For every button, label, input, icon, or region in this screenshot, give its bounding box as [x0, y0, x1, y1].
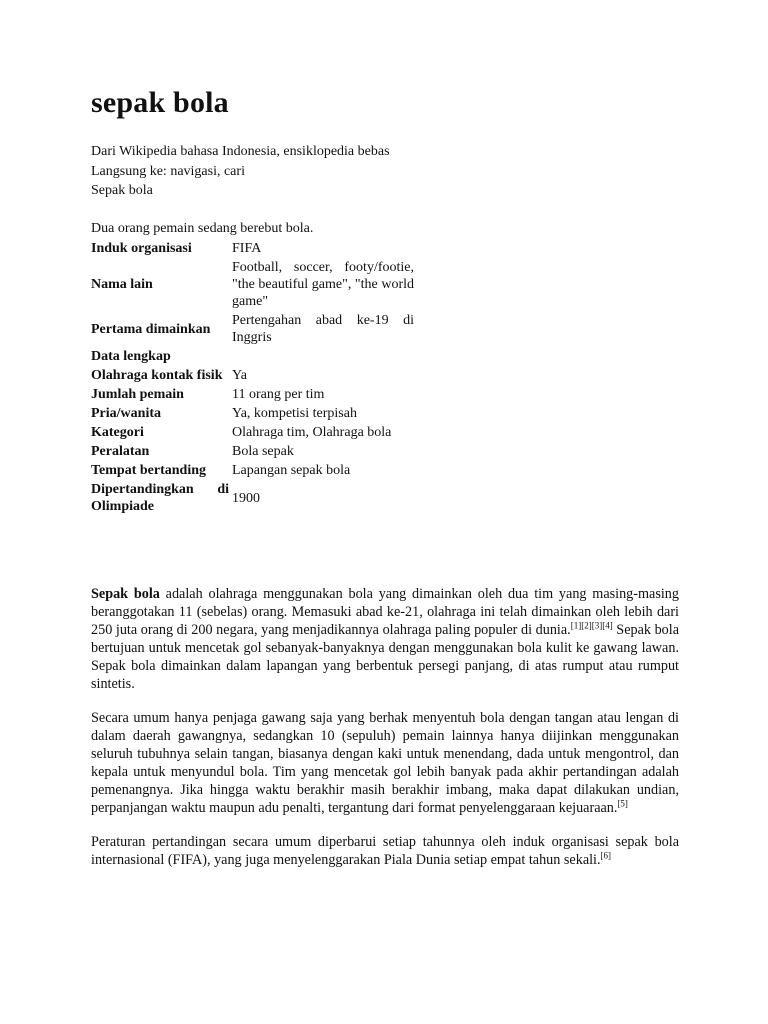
- infobox-value: Olahraga tim, Olahraga bola: [232, 425, 392, 440]
- image-label: Sepak bola: [91, 183, 153, 198]
- infobox-key: Kategori: [91, 425, 144, 440]
- infobox-row: [91, 443, 414, 460]
- infobox-row: [91, 481, 414, 515]
- infobox-key: Dipertandingkan di Olimpiade: [91, 482, 229, 514]
- citation-refs[interactable]: [1][2][3][4]: [570, 620, 613, 631]
- infobox-value: Lapangan sepak bola: [232, 463, 351, 478]
- infobox-row: [91, 259, 414, 310]
- term-bold: Sepak bola: [91, 586, 160, 602]
- page-title: sepak bola: [91, 86, 229, 119]
- infobox-row: [91, 367, 414, 384]
- image-caption: Dua orang pemain sedang berebut bola.: [91, 221, 314, 236]
- infobox-value: 1900: [232, 490, 260, 506]
- infobox-value: Football, soccer, footy/footie, "the beautiful game", "the world game": [232, 260, 414, 309]
- paragraph-rules: Secara umum hanya penjaga gawang saja yang berhak menyentuh bola dengan tangan atau lengan di dalam daerah gawangnya, sedangkan 10 (sepuluh) pemain lainnya hanya diijinkan menggunakan seluruh tubuhnya selain tangan, biasanya dengan kaki untuk menendang, dada untuk mengontrol, dan kepala untuk menyundul bola. Tim yang mencetak gol lebih banyak pada akhir pertandingan adalah pemenangnya. Jika hingga waktu berakhir masih berakhir imbang, maka dapat dilakukan undian, perpanjangan waktu maupun adu penalti, tergantung dari format penyelenggaraan kejuaraan.[5]: [91, 710, 679, 816]
- paragraph-intro: Sepak bola adalah olahraga menggunakan bola yang dimainkan oleh dua tim yang masing-masing beranggotakan 11 (sebelas) orang. Memasuki abad ke-21, olahraga ini telah dimainkan oleh lebih dari 250 juta orang di 200 negara, yang menjadikannya olahraga paling populer di dunia.[1][2][3][4] Sepak bola bertujuan untuk mencetak gol sebanyak-banyaknya dengan menggunakan bola kulit ke gawang lawan. Sepak bola dimainkan dalam lapangan yang berbentuk persegi panjang, di atas rumput atau rumput sintetis.: [91, 586, 680, 692]
- infobox-value: 11 orang per tim: [232, 387, 325, 402]
- infobox-key: Pria/wanita: [91, 406, 161, 421]
- infobox-row: [91, 405, 414, 422]
- infobox-table: [88, 238, 417, 517]
- infobox-row: [91, 424, 414, 441]
- infobox-key: Nama lain: [91, 277, 153, 292]
- infobox-value: FIFA: [232, 241, 262, 256]
- source-line: Dari Wikipedia bahasa Indonesia, ensiklopedia bebas: [91, 144, 390, 159]
- infobox-value: [232, 348, 414, 365]
- citation-ref[interactable]: [5]: [617, 798, 628, 809]
- jump-links: Langsung ke: navigasi, cari: [91, 163, 245, 179]
- article-meta: [91, 142, 390, 201]
- infobox-row: [91, 386, 414, 403]
- infobox-row: [91, 462, 414, 479]
- infobox-key: Tempat bertanding: [91, 463, 207, 478]
- infobox-value: Ya, kompetisi terpisah: [232, 406, 357, 421]
- citation-ref[interactable]: [6]: [600, 850, 612, 861]
- infobox-key: Jumlah pemain: [91, 387, 184, 402]
- infobox-row: [91, 312, 414, 346]
- infobox-key: Induk organisasi: [91, 241, 192, 256]
- infobox-value: Pertengahan abad ke-19 di Inggris: [232, 313, 414, 345]
- paragraph-fifa: Peraturan pertandingan secara umum diperbarui setiap tahunnya oleh induk organisasi sepak bola internasional (FIFA), yang juga menyelenggarakan Piala Dunia setiap empat tahun sekali.[6]: [91, 834, 679, 868]
- infobox-key: Data lengkap: [91, 349, 171, 364]
- infobox-value: Bola sepak: [232, 444, 294, 459]
- infobox-row: [91, 240, 414, 257]
- infobox-row: [91, 348, 414, 365]
- article-body: [91, 585, 679, 885]
- infobox-value: Ya: [232, 368, 247, 383]
- infobox-key: Olahraga kontak fisik: [91, 368, 223, 383]
- infobox-key: Pertama dimainkan: [91, 321, 211, 337]
- infobox-key: Peralatan: [91, 444, 150, 459]
